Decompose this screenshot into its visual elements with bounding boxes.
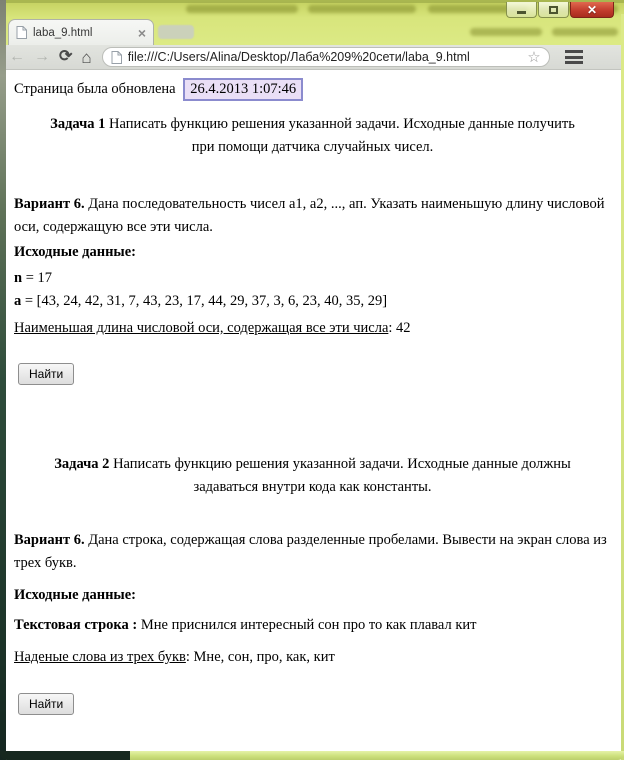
- text-string-value: Мне приснился интересный сон про то как плавал кит: [140, 617, 477, 633]
- background-text-blur: [470, 28, 542, 36]
- url-text[interactable]: file:///C:/Users/Alina/Desktop/Лаба%209%20сети/laba_9.html: [127, 50, 470, 64]
- variant2-heading: Вариант 6.: [14, 532, 85, 548]
- browser-tab[interactable]: [8, 19, 154, 45]
- result1-value: : 42: [388, 320, 411, 336]
- close-icon: ✕: [586, 2, 598, 17]
- window-controls: [505, 2, 614, 18]
- variant1-paragraph: [14, 193, 611, 239]
- tab-close-icon[interactable]: ×: [137, 24, 146, 41]
- variant2-paragraph: [14, 529, 611, 575]
- task2-paragraph: [14, 453, 611, 499]
- forward-button[interactable]: →: [34, 48, 50, 65]
- find-button-2[interactable]: Найти: [18, 693, 74, 715]
- page-icon: [111, 51, 122, 64]
- background-text-blur: [186, 5, 298, 13]
- menu-button[interactable]: [562, 45, 586, 70]
- window-frame-bottom: [0, 751, 624, 760]
- tab-title: laba_9.html: [33, 26, 93, 39]
- window-frame-bottom-dark: [0, 751, 135, 760]
- result1-label: Наименьшая длина числовой оси, содержащая все эти числа: [14, 320, 389, 336]
- result2-label: Наденые слова из трех букв: [14, 649, 186, 665]
- text-string-label: Текстовая строка :: [14, 617, 138, 633]
- minimize-icon: [517, 11, 526, 14]
- browser-toolbar: [0, 45, 624, 70]
- page-icon: [16, 26, 27, 39]
- background-text-blur: [308, 5, 416, 13]
- window-frame-left: [0, 0, 6, 760]
- task2-heading: Задача 2: [54, 456, 110, 472]
- background-element-blur: [158, 25, 194, 39]
- hamburger-icon: [565, 50, 583, 64]
- bookmark-star-icon[interactable]: ☆: [527, 48, 541, 66]
- result2-line: [14, 646, 611, 669]
- text-string-line: [14, 614, 611, 637]
- n-variable: n: [14, 270, 23, 286]
- task1-text: Написать функцию решения указанной задачи. Исходные данные получить при помощи датчика случайных чисел.: [109, 116, 575, 155]
- variant1-text: Дана последовательность чисел a1, a2, ..., aп. Указать наименьшую длину числовой оси, содержащую все эти числа.: [14, 196, 605, 235]
- a-value: = [43, 24, 42, 31, 7, 43, 23, 17, 44, 29, 37, 3, 6, 23, 40, 35, 29]: [24, 293, 388, 309]
- back-button[interactable]: ←: [9, 48, 25, 65]
- n-value-line: [14, 267, 611, 290]
- variant1-heading: Вариант 6.: [14, 196, 85, 212]
- result1-line: [14, 317, 611, 340]
- minimize-button[interactable]: [506, 2, 537, 18]
- address-bar[interactable]: [102, 47, 550, 67]
- n-value: = 17: [25, 270, 53, 286]
- a-variable: a: [14, 293, 22, 309]
- updated-line: [14, 78, 611, 101]
- find-button-1[interactable]: Найти: [18, 363, 74, 385]
- updated-label: Страница была обновлена: [14, 81, 176, 97]
- source-data2-heading: Исходные данные:: [14, 587, 137, 603]
- window-frame-bottom-green: [130, 751, 624, 760]
- maximize-button[interactable]: [538, 2, 569, 18]
- a-array-line: [14, 290, 611, 313]
- close-button[interactable]: [570, 2, 614, 18]
- variant2-text: Дана строка, содержащая слова разделенные пробелами. Вывести на экран слова из трех букв.: [14, 532, 607, 571]
- reload-button[interactable]: ⟳: [59, 48, 73, 65]
- home-button[interactable]: ⌂: [81, 47, 92, 67]
- task2-text: Написать функцию решения указанной задачи. Исходные данные должны задаваться внутри кода как константы.: [113, 456, 571, 495]
- source-data1-heading: Исходные данные:: [14, 244, 137, 260]
- task1-heading: Задача 1: [50, 116, 106, 132]
- result2-value: : Мне, сон, про, как, кит: [185, 649, 335, 665]
- updated-date-box: 26.4.2013 1:07:46: [183, 78, 303, 101]
- task1-paragraph: [14, 113, 611, 159]
- page-content: [6, 71, 621, 751]
- maximize-icon: [549, 6, 558, 14]
- background-text-blur: [552, 28, 618, 36]
